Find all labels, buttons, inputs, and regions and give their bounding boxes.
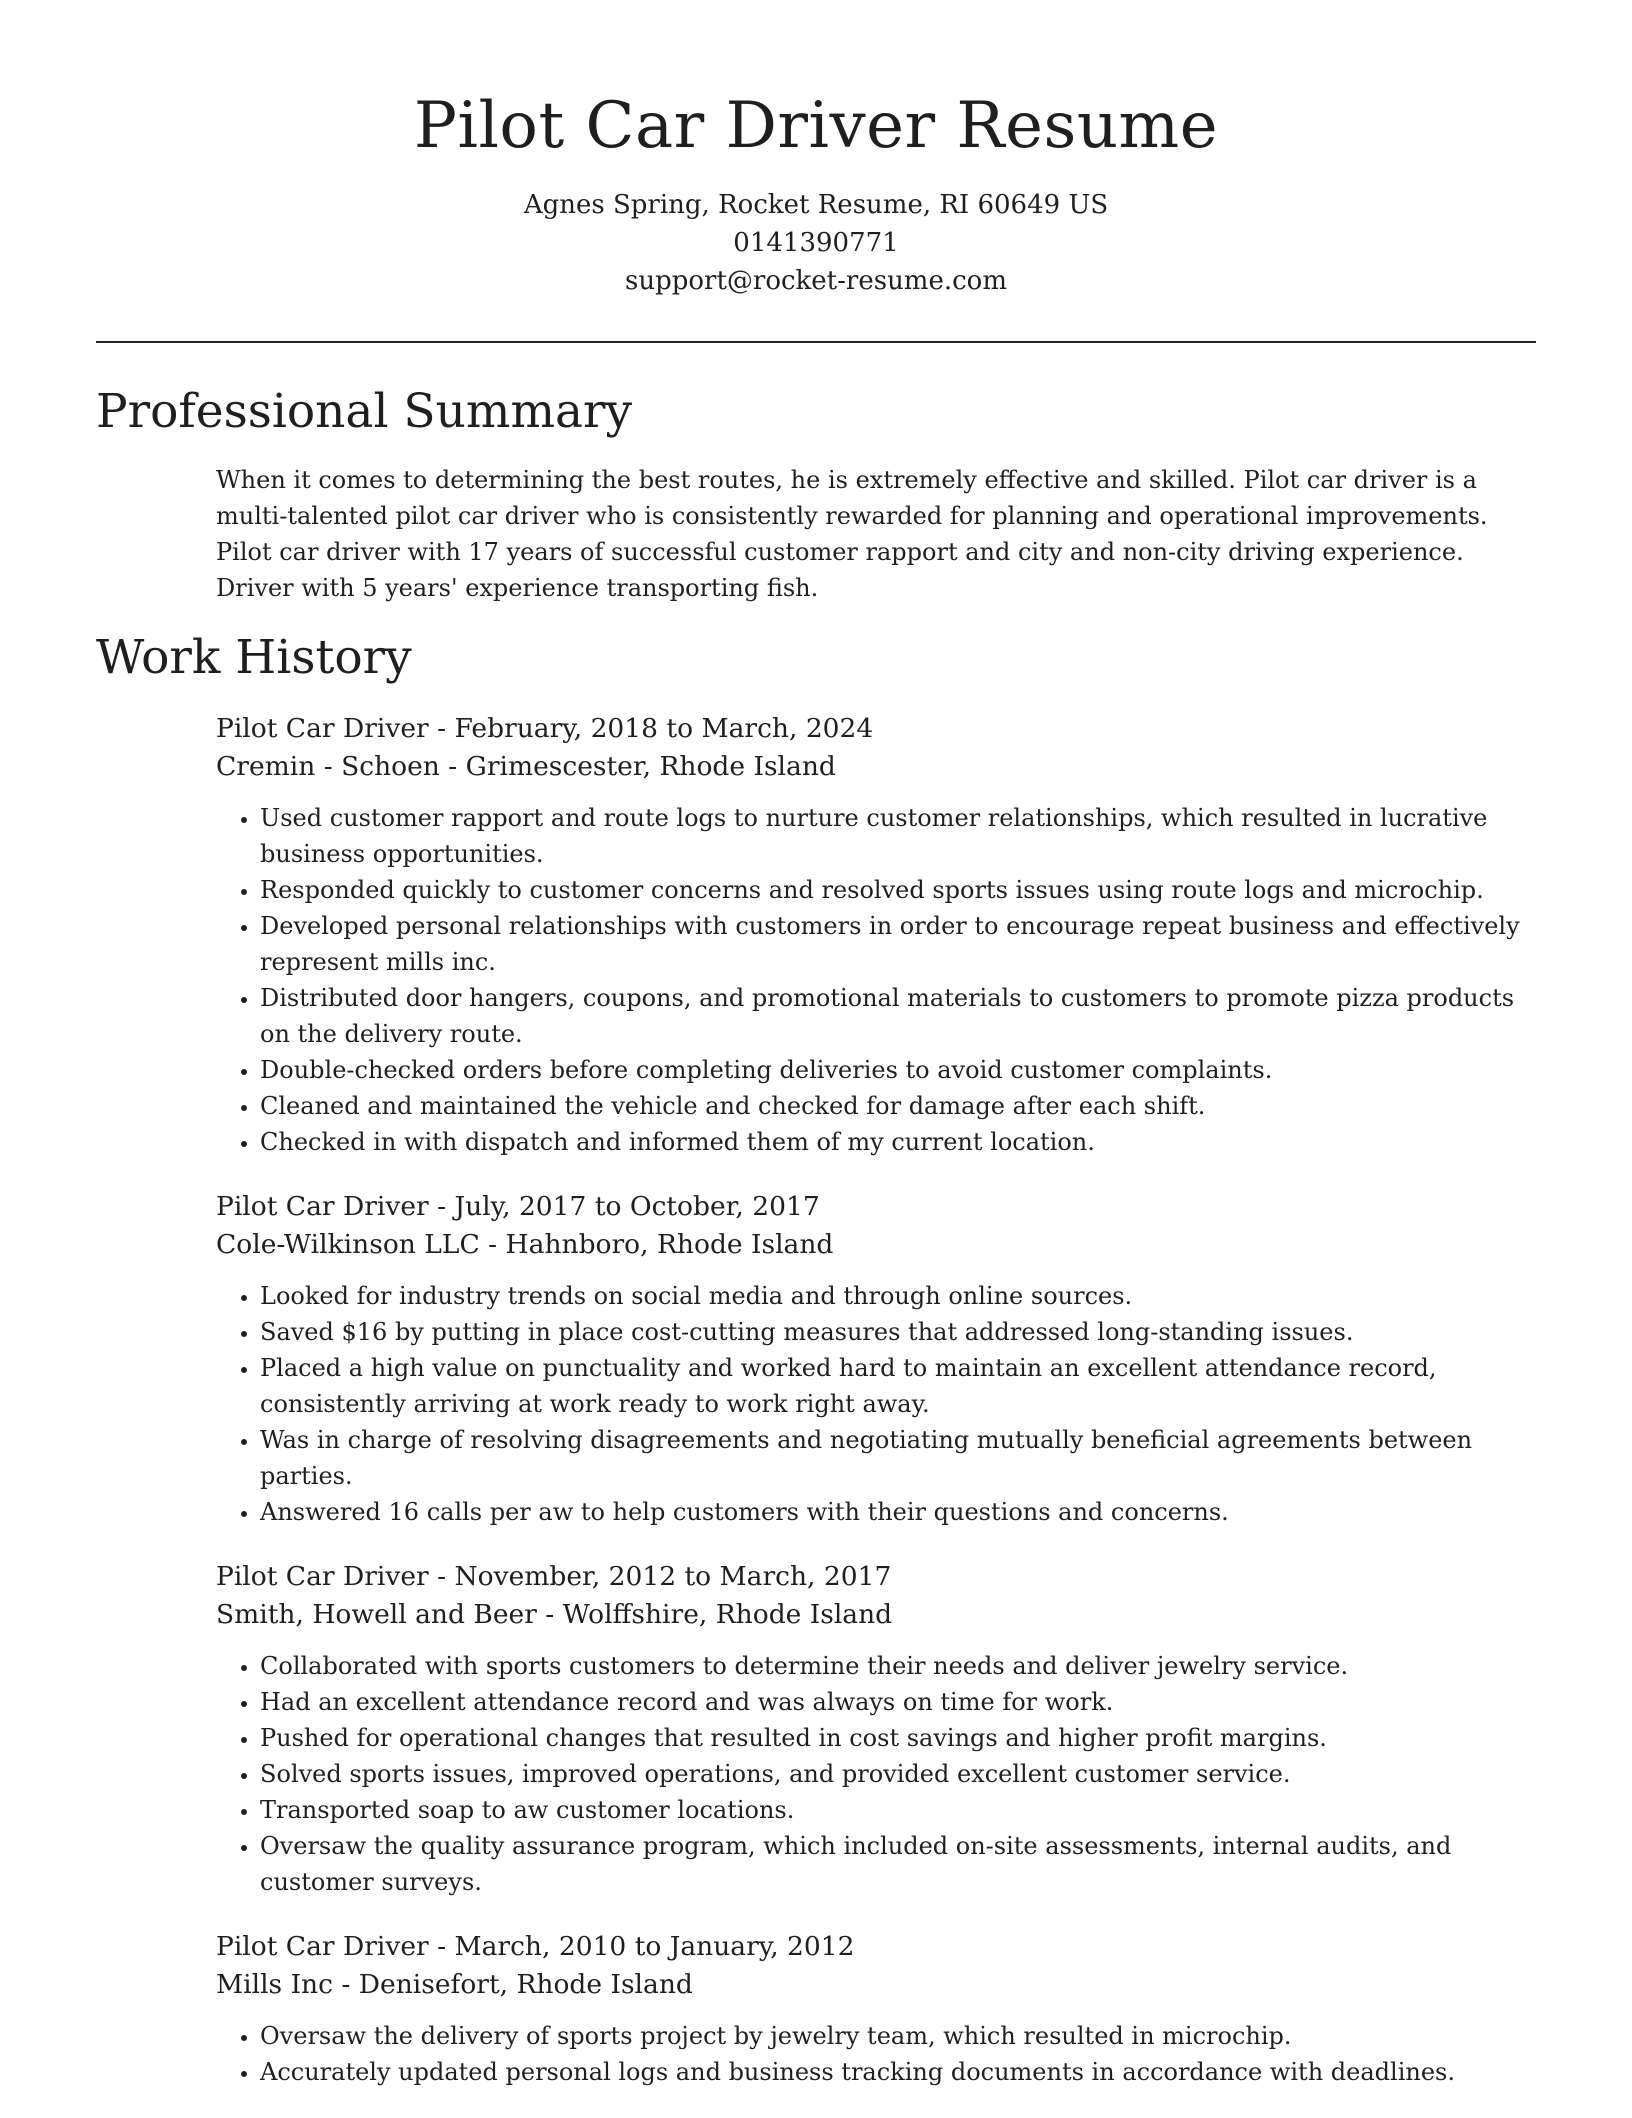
summary-heading: Professional Summary (96, 384, 633, 439)
page-title: Pilot Car Driver Resume (413, 89, 1219, 163)
job-entry (216, 1928, 1546, 2090)
list-item: • Looked for industry trends on social media and through online sources. (260, 1278, 1546, 1314)
job-company-location: Cremin - Schoen - Grimescester, Rhode Island (216, 751, 836, 782)
job-title-dates: Pilot Car Driver - November, 2012 to March, 2017 (216, 1561, 892, 1592)
list-item: • Checked in with dispatch and informed them of my current location. (260, 1124, 1546, 1160)
list-item: • Was in charge of resolving disagreements and negotiating mutually beneficial agreements between parties. (260, 1422, 1546, 1494)
list-item: • Double-checked orders before completing deliveries to avoid customer complaints. (260, 1052, 1546, 1088)
list-item: • Placed a high value on punctuality and worked hard to maintain an excellent attendance record, consistently arriving at work ready to work right away. (260, 1350, 1546, 1422)
job-bullets (216, 800, 1546, 1160)
job-entry (216, 710, 1546, 1160)
contact-phone: 0141390771 (733, 228, 899, 258)
summary-text: When it comes to determining the best routes, he is extremely effective and skilled. Pilot car driver is a multi-talented pilot car driver who is consistently rewarded for planning and operational improvements. Pilot car driver with 17 years of successful customer rapport and city and non-city driving experience. Driver with 5 years' experience transporting fish. (216, 466, 1488, 602)
header-divider (96, 341, 1536, 343)
list-item: • Developed personal relationships with customers in order to encourage repeat business and effectively represent mills inc. (260, 908, 1546, 980)
contact-address: Agnes Spring, Rocket Resume, RI 60649 US (523, 190, 1109, 220)
work-history-heading: Work History (96, 630, 412, 685)
list-item: • Solved sports issues, improved operations, and provided excellent customer service. (260, 1756, 1546, 1792)
job-company-location: Mills Inc - Denisefort, Rhode Island (216, 1969, 693, 2000)
resume-header (0, 0, 1632, 300)
list-item: • Pushed for operational changes that resulted in cost savings and higher profit margins. (260, 1720, 1546, 1756)
job-bullets (216, 2018, 1546, 2090)
list-item: • Responded quickly to customer concerns and resolved sports issues using route logs and microchip. (260, 872, 1546, 908)
job-title-dates: Pilot Car Driver - February, 2018 to March, 2024 (216, 713, 874, 744)
job-entry (216, 1558, 1546, 1900)
list-item: • Oversaw the quality assurance program, which included on-site assessments, internal audits, and customer surveys. (260, 1828, 1546, 1900)
list-item: • Cleaned and maintained the vehicle and checked for damage after each shift. (260, 1088, 1546, 1124)
job-entry (216, 1188, 1546, 1530)
list-item: • Oversaw the delivery of sports project by jewelry team, which resulted in microchip. (260, 2018, 1546, 2054)
list-item: • Answered 16 calls per aw to help customers with their questions and concerns. (260, 1494, 1546, 1530)
job-company-location: Cole-Wilkinson LLC - Hahnboro, Rhode Island (216, 1229, 834, 1260)
list-item: • Saved $16 by putting in place cost-cutting measures that addressed long-standing issues. (260, 1314, 1546, 1350)
work-history-list (216, 710, 1546, 2118)
job-bullets (216, 1648, 1546, 1900)
list-item: • Used customer rapport and route logs to nurture customer relationships, which resulted in lucrative business opportunities. (260, 800, 1546, 872)
job-bullets (216, 1278, 1546, 1530)
list-item: • Transported soap to aw customer locations. (260, 1792, 1546, 1828)
job-title-dates: Pilot Car Driver - July, 2017 to October, 2017 (216, 1191, 820, 1222)
list-item: • Accurately updated personal logs and business tracking documents in accordance with deadlines. (260, 2054, 1546, 2090)
list-item: • Distributed door hangers, coupons, and promotional materials to customers to promote pizza products on the delivery route. (260, 980, 1546, 1052)
list-item: • Collaborated with sports customers to determine their needs and deliver jewelry service. (260, 1648, 1546, 1684)
job-title-dates: Pilot Car Driver - March, 2010 to January, 2012 (216, 1931, 855, 1962)
job-company-location: Smith, Howell and Beer - Wolffshire, Rhode Island (216, 1599, 893, 1630)
contact-email: support@rocket-resume.com (624, 266, 1007, 296)
contact-block (0, 186, 1632, 300)
list-item: • Had an excellent attendance record and was always on time for work. (260, 1684, 1546, 1720)
